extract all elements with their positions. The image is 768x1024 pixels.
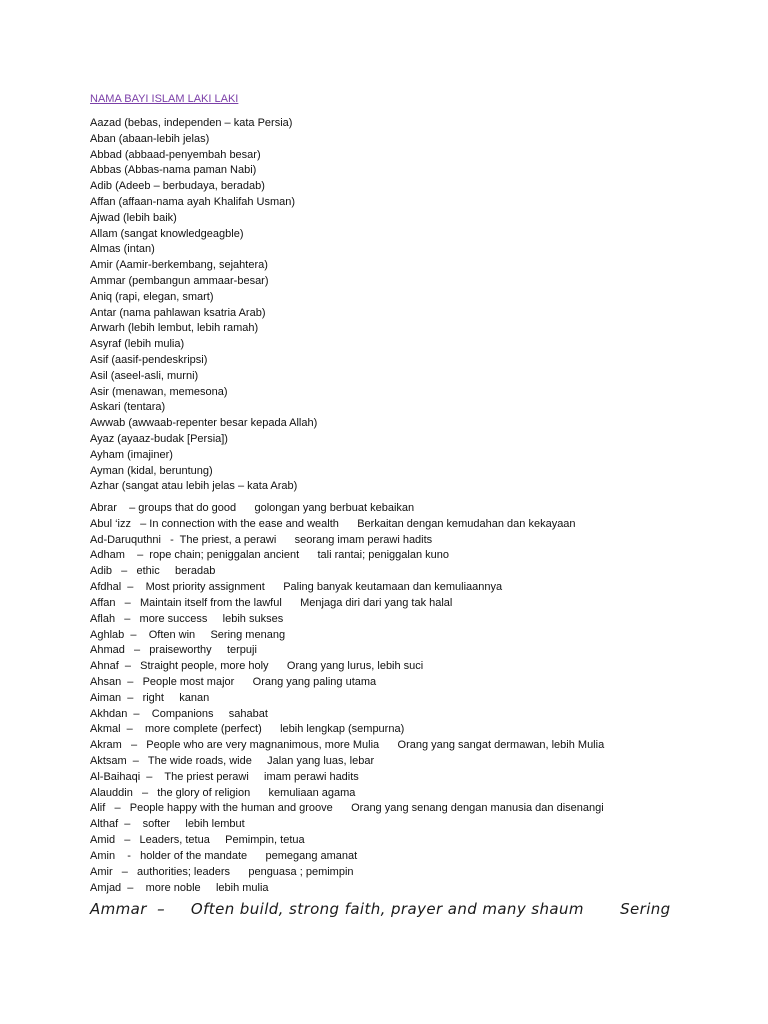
list-item: Allam (sangat knowledgeagble) — [90, 227, 244, 240]
list-item: Aiman – right kanan — [90, 691, 210, 704]
list-item: Akmal – more complete (perfect) lebih lengkap (sempurna) — [90, 723, 405, 736]
list-item: Adib – ethic beradab — [90, 565, 216, 578]
list-item: Akhdan – Companions sahabat — [90, 707, 268, 720]
list-item: Arwarh (lebih lembut, lebih ramah) — [90, 322, 259, 335]
list-item: Abul ‘izz – In connection with the ease and wealth Berkaitan dengan kemudahan dan kekayaan — [90, 517, 576, 530]
list-item: Ammar (pembangun ammaar-besar) — [90, 274, 269, 287]
list-item: Ahsan – People most major Orang yang paling utama — [90, 675, 377, 688]
list-item: Ayham (imajiner) — [90, 448, 173, 461]
list-item: Aflah – more success lebih sukses — [90, 612, 284, 625]
list-item: Aniq (rapi, elegan, smart) — [90, 290, 214, 303]
list-item: Asyraf (lebih mulia) — [90, 338, 185, 351]
list-item: Amid – Leaders, tetua Pemimpin, tetua — [90, 834, 305, 847]
list-item: Ajwad (lebih baik) — [90, 211, 177, 224]
list-item: Aghlab – Often win Sering menang — [90, 628, 286, 641]
list-item: Adib (Adeeb – berbudaya, beradab) — [90, 180, 265, 193]
list-item: Aktsam – The wide roads, wide Jalan yang luas, lebar — [90, 755, 375, 767]
list-item: Askari (tentara) — [90, 401, 166, 414]
list-item: Ayman (kidal, beruntung) — [90, 464, 213, 477]
list-item: Antar (nama pahlawan ksatria Arab) — [90, 306, 266, 319]
list-item: Affan – Maintain itself from the lawful Menjaga diri dari yang tak halal — [90, 596, 453, 609]
list-item: Amir (Aamir-berkembang, sejahtera) — [90, 259, 268, 272]
list-item: Abrar – groups that do good golongan yang berbuat kebaikan — [90, 502, 415, 514]
list-item: Ahmad – praiseworthy terpuji — [90, 644, 257, 657]
page-title: NAMA BAYI ISLAM LAKI LAKI — [90, 93, 239, 105]
list-item: Afdhal – Most priority assignment Paling banyak keutamaan dan kemuliaannya — [90, 581, 503, 594]
list-item: Asir (menawan, memesona) — [90, 385, 228, 398]
list-item: Amir – authorities; leaders penguasa ; pemimpin — [90, 865, 354, 878]
list-item: Asil (aseel-asli, murni) — [90, 369, 199, 382]
list-item: Ad-Daruquthni - The priest, a perawi seorang imam perawi hadits — [90, 533, 433, 546]
list-item: Akram – People who are very magnanimous, more Mulia Orang yang sangat dermawan, lebih Mulia — [90, 739, 605, 752]
list-item: Ayaz (ayaaz-budak [Persia]) — [90, 432, 228, 445]
list-item: Abbas (Abbas-nama paman Nabi) — [90, 164, 257, 177]
list-item: Adham – rope chain; peniggalan ancient tali rantai; peniggalan kuno — [90, 549, 449, 562]
list-item: Affan (affaan-nama ayah Khalifah Usman) — [90, 195, 296, 208]
list-item: Al-Baihaqi – The priest perawi imam perawi hadits — [90, 770, 359, 783]
list-item: Alauddin – the glory of religion kemuliaan agama — [90, 786, 356, 799]
list-item: Amin - holder of the mandate pemegang amanat — [90, 849, 358, 862]
list-item: Azhar (sangat atau lebih jelas – kata Arab) — [90, 480, 298, 493]
list-item: Althaf – softer lebih lembut — [90, 818, 245, 831]
name-list-indonesian — [90, 116, 317, 495]
list-item: Aazad (bebas, independen – kata Persia) — [90, 117, 293, 129]
list-item: Asif (aasif-pendeskripsi) — [90, 353, 208, 366]
list-item: Almas (intan) — [90, 243, 155, 256]
handwritten-line: Ammar – Often build, strong faith, prayer and many shaum Sering — [90, 900, 671, 918]
list-item: Awwab (awwaab-repenter besar kepada Allah) — [90, 417, 318, 430]
list-item: Alif – People happy with the human and groove Orang yang senang dengan manusia dan disenangi — [90, 802, 604, 815]
list-item: Abbad (abbaad-penyembah besar) — [90, 148, 261, 161]
list-item: Ahnaf – Straight people, more holy Orang yang lurus, lebih suci — [90, 660, 424, 673]
list-item: Aban (abaan-lebih jelas) — [90, 132, 210, 145]
name-list-bilingual — [90, 501, 604, 896]
list-item: Amjad – more noble lebih mulia — [90, 881, 269, 894]
